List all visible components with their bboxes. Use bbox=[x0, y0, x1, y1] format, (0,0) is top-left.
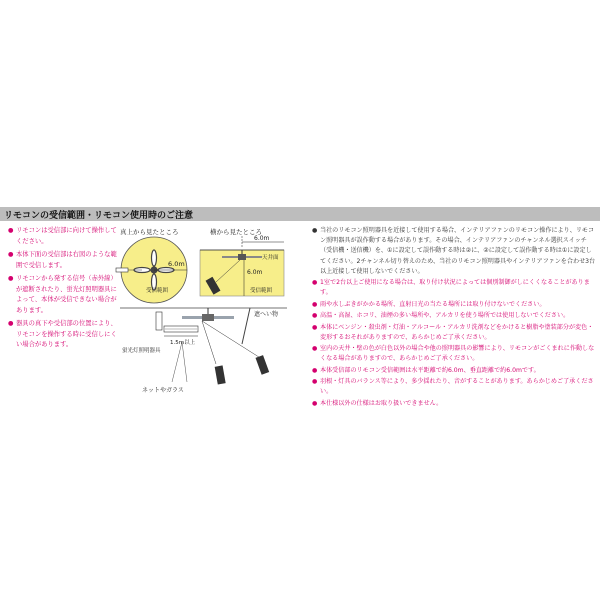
left-note-text: 器具の真下や受信部の位置により、リモコンを操作する時に受信しにくい場合があります。 bbox=[16, 320, 117, 348]
left-note-item: ● 器具の真下や受信部の位置により、リモコンを操作する時に受信しにくい場合があります。 bbox=[8, 320, 117, 348]
side-view-label: 横から見たところ bbox=[210, 228, 262, 236]
net-glass-label: ネットやガラス bbox=[142, 387, 184, 394]
right-note-text: 本体にベンジン・殺虫剤・灯油・アルコール・アルカリ洗剤などをかけると樹脂や塗装部分が変色・変形するおそれがありますので、あらかじめご了承ください。 bbox=[320, 323, 594, 341]
top-distance-label: 6.0m bbox=[168, 260, 185, 268]
side-distance-h: 6.0m bbox=[254, 235, 270, 242]
right-note-item: ● 室内の天井・壁の色が白色以外の場合や他の照明器具の影響により、リモコンがごくまれに作動しなくなる場合がありますので、あらかじめご了承ください。 bbox=[312, 345, 595, 363]
ceiling-label: 天井面 bbox=[262, 255, 279, 261]
fluorescent-fixture-icon bbox=[164, 326, 198, 332]
min-distance-label: 1.5m以上 bbox=[170, 340, 196, 346]
left-note-item: ● リモコンから発する信号（赤外線）が遮断されたり、蛍光灯照明器具によって、本体が受信できない場合があります。 bbox=[8, 275, 117, 314]
right-note-text: 高温・高湿、ホコリ、油煙の多い場所や、アルカリを使う場所では使用しないでください。 bbox=[320, 312, 570, 320]
side-range-label: 受信範囲 bbox=[250, 288, 273, 294]
reception-range-diagram bbox=[112, 224, 312, 404]
right-notes-column bbox=[312, 226, 597, 410]
right-note-text: 羽根・灯具のバランス等により、多少揺れたり、音がすることがあります。あらかじめご了承ください。 bbox=[320, 378, 594, 396]
right-note-item: ● 当社のリモコン照明器具を近接して使用する場合、インテリアファンのリモコン操作により、リモコン照明器具が誤作動する場合があります。その場合、インテリアファンのチャンネル選択スイッチ（受信機・送信機）を、①に設定して誤作動する時は②に、②に設定して誤作動する時は①に設定してください。2チャンネル切り替えのため、当社のリモコン照明器具やインテリアファンを合わせ3台以上近接して使用しないでください。 bbox=[312, 227, 596, 275]
right-note-item: ● 雨や水しぶきがかかる場所、直射日光の当たる場所には取り付けないでください。 bbox=[312, 300, 546, 308]
fan-bottom-icon bbox=[182, 308, 234, 321]
top-view-label: 真上から見たところ bbox=[120, 228, 179, 236]
side-distance-v: 6.0m bbox=[247, 269, 263, 276]
right-note-item: ● 羽根・灯具のバランス等により、多少揺れたり、音がすることがあります。あらかじめご了承ください。 bbox=[312, 378, 594, 396]
left-note-text: リモコンから発する信号（赤外線）が遮断されたり、蛍光灯照明器具によって、本体が受信できない場合があります。 bbox=[16, 275, 117, 314]
left-note-text: 本体下面の受信部は右図のような範囲で受信します。 bbox=[16, 251, 117, 269]
remote-bottom-2-icon bbox=[215, 365, 226, 384]
fluorescent-label: 蛍光灯照明器具 bbox=[122, 348, 161, 354]
right-note-item: ● 本体にベンジン・殺虫剤・灯油・アルコール・アルカリ洗剤などをかけると樹脂や塗装部分が変色・変形するおそれがありますので、あらかじめご了承ください。 bbox=[312, 323, 594, 341]
left-note-item: ● リモコンは受信部に向けて操作してください。 bbox=[8, 227, 117, 245]
obstacle-label: 遮へい物 bbox=[254, 311, 279, 318]
remote-bottom-1-icon bbox=[256, 355, 270, 375]
right-note-text: 本体受信部のリモコン受信範囲は水平距離で約6.0m、垂直距離で約6.0mです。 bbox=[320, 366, 540, 374]
right-note-item: ● 本仕様以外の仕様はお取り扱いできません。 bbox=[312, 399, 443, 407]
left-note-text: リモコンは受信部に向けて操作してください。 bbox=[16, 227, 117, 245]
right-note-item: ● 本体受信部のリモコン受信範囲は水平距離で約6.0m、垂直距離で約6.0mです。 bbox=[312, 366, 540, 374]
obstacle-line bbox=[242, 308, 250, 344]
right-note-text: 雨や水しぶきがかかる場所、直射日光の当たる場所には取り付けないでください。 bbox=[320, 300, 546, 308]
wall-switch-icon bbox=[156, 312, 162, 330]
right-note-item: ● 1室で2台以上ご使用になる場合は、取り付け状況によっては個別制御がしにくくなることがあります。 bbox=[312, 279, 590, 297]
top-range-label: 受信範囲 bbox=[146, 288, 169, 294]
right-note-text: 室内の天井・壁の色が白色以外の場合や他の照明器具の影響により、リモコンがごくまれに作動しなくなる場合がありますので、あらかじめご了承ください。 bbox=[320, 345, 595, 363]
left-notes-column bbox=[8, 226, 120, 354]
right-note-text: 当社のリモコン照明器具を近接して使用する場合、インテリアファンのリモコン操作により、リモコン照明器具が誤作動する場合があります。その場合、インテリアファンのチャンネル選択スイッチ（受信機・送信機）を、①に設定して誤作動する時は②に、②に設定して誤作動する時は①に設定してください。2チャンネル切り替えのため、当社のリモコン照明器具やインテリアファンを合わせ3台以上近接して使用しないでください。 bbox=[320, 227, 596, 275]
left-note-item: ● 本体下面の受信部は右図のような範囲で受信します。 bbox=[8, 251, 117, 269]
right-note-item: ● 高温・高湿、ホコリ、油煙の多い場所や、アルカリを使う場所では使用しないでください。 bbox=[312, 312, 570, 320]
section-banner bbox=[0, 207, 600, 221]
remote-top-icon bbox=[116, 268, 128, 272]
section-title: リモコンの受信範囲・リモコン使用時のご注意 bbox=[4, 211, 194, 221]
right-note-text: 1室で2台以上ご使用になる場合は、取り付け状況によっては個別制御がしにくくなることがあります。 bbox=[320, 279, 590, 297]
right-note-text: 本仕様以外の仕様はお取り扱いできません。 bbox=[320, 399, 443, 407]
